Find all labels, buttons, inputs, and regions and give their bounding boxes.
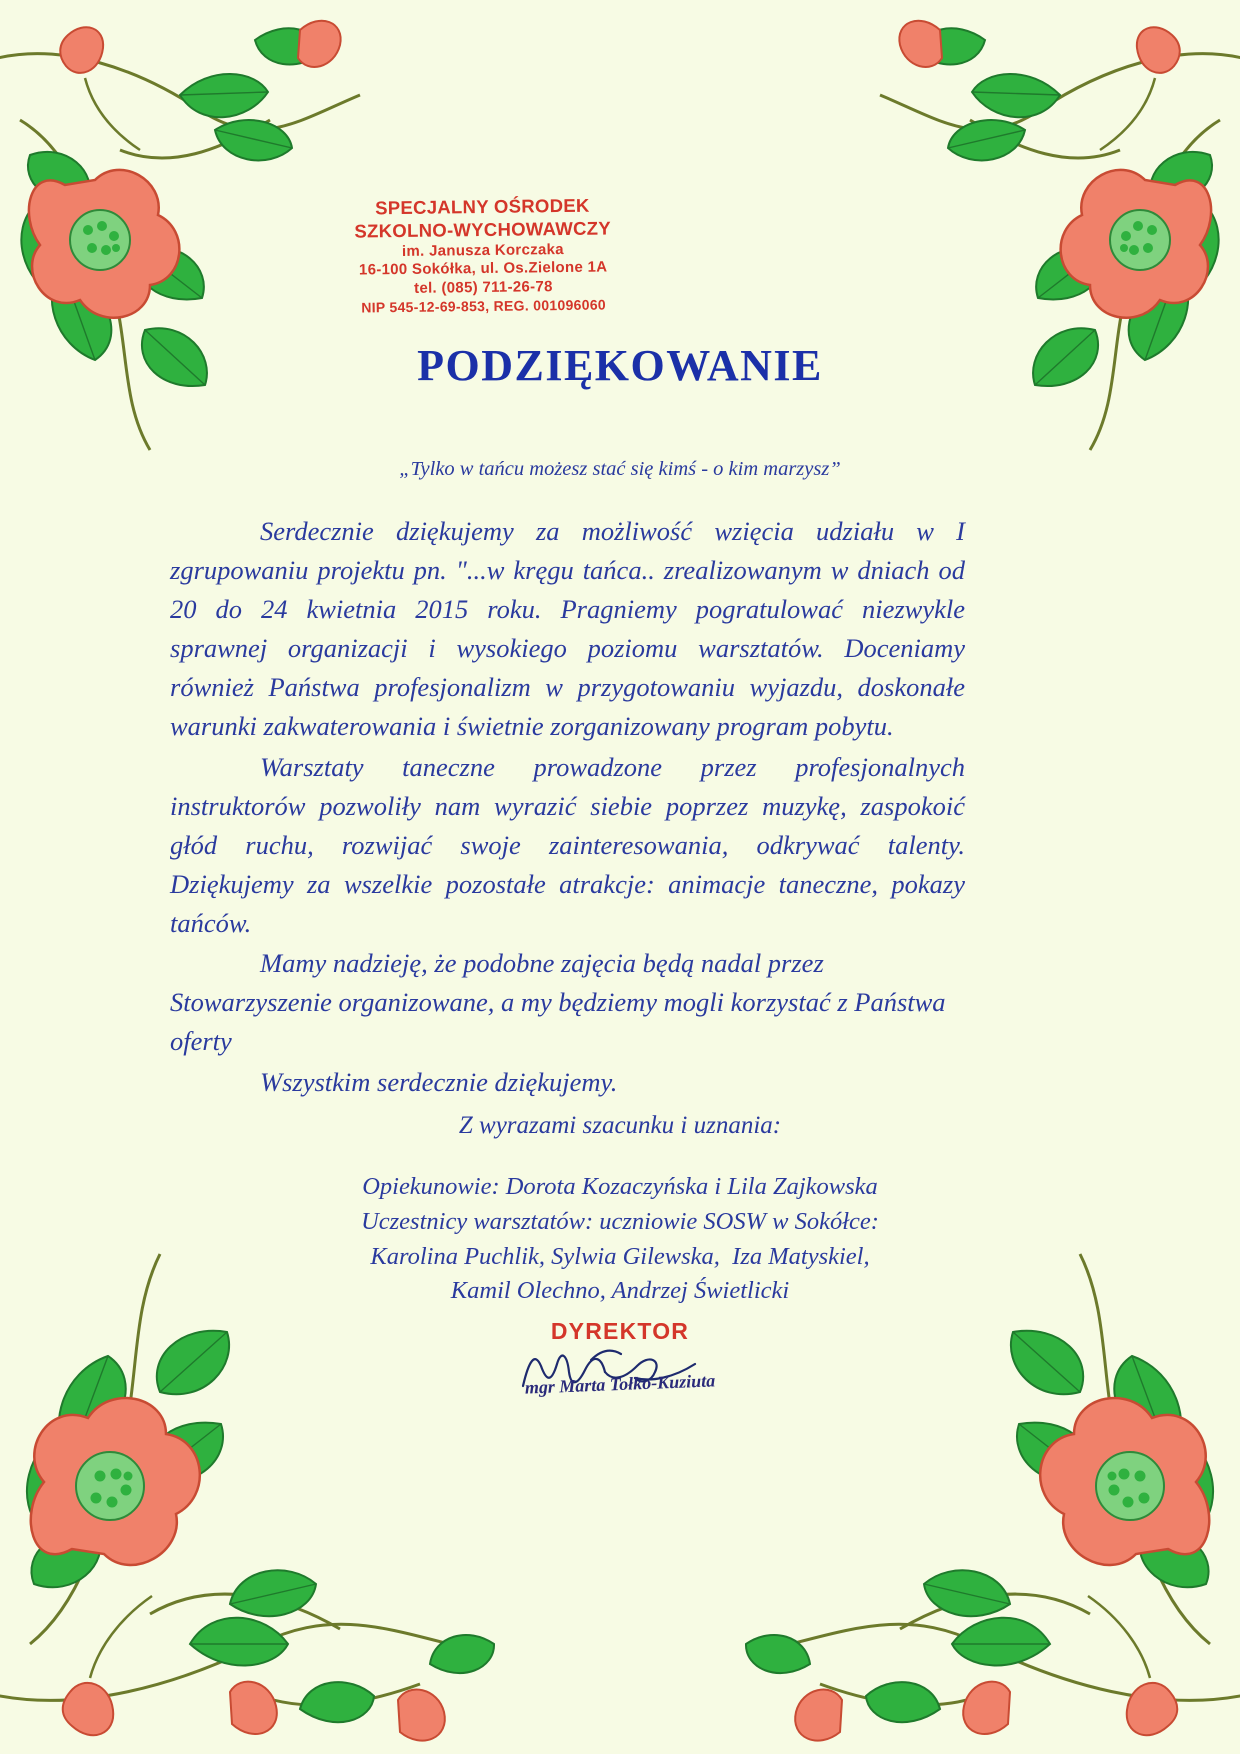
- letterhead-stamp: [247, 193, 718, 318]
- letterhead-line-1: SPECJALNY OŚRODEK: [375, 194, 590, 219]
- body-paragraph-3: Mamy nadzieję, że podobne zajęcia będą nadal przez Stowarzyszenie organizowane, a my będziemy mogli korzystać z Państwa oferty: [170, 948, 946, 1057]
- motto-quote: „Tylko w tańcu możesz stać się kimś - o kim marzysz”: [399, 458, 841, 480]
- director-label: DYREKTOR: [550, 1318, 690, 1344]
- closing-line: Z wyrazami szacunku i uznania:: [458, 1112, 782, 1139]
- signers-line-2: Uczestnicy warsztatów: uczniowie SOSW w Sokółce:: [361, 1207, 879, 1235]
- letterhead-line-4: 16-100 Sokółka, ul. Os.Zielone 1A: [358, 258, 608, 279]
- letterhead-line-5: tel. (085) 711-26-78: [413, 278, 553, 297]
- director-name: mgr Marta Tołko-Kuziuta: [524, 1370, 716, 1398]
- signers-block: [0, 1170, 1240, 1309]
- signers-line-4: Kamil Olechno, Andrzej Świetlicki: [450, 1277, 790, 1305]
- body-paragraph-2: Warsztaty taneczne prowadzone przez profesjonalnych instruktorów pozwoliły nam wyrazić siebie poprzez muzykę, zaspokoić głód ruchu, rozwijać swoje zainteresowania, odkrywać talenty. Dziękujemy za wszelkie pozostałe atrakcje: animacje taneczne, pokazy tańców.: [170, 751, 965, 938]
- floral-ornament-top-right: [820, 0, 1240, 520]
- signers-line-3: Karolina Puchlik, Sylwia Gilewska, Iza Matyskiel,: [370, 1242, 870, 1270]
- signers-line-1: Opiekunowie: Dorota Kozaczyńska i Lila Zajkowska: [362, 1173, 878, 1200]
- page-title: PODZIĘKOWANIE: [417, 341, 823, 390]
- body-paragraph-4: Wszystkim serdecznie dziękujemy.: [260, 1067, 618, 1098]
- letter-body: [170, 512, 965, 1104]
- letterhead-line-2: SZKOLNO-WYCHOWAWCZY: [354, 217, 612, 242]
- letterhead-line-6: NIP 545-12-69-853, REG. 001096060: [361, 296, 607, 316]
- body-paragraph-1: Serdecznie dziękujemy za możliwość wzięcia udziału w I zgrupowaniu projektu pn. "...w kręgu tańca.. zrealizowanym w dniach od 20 do 24 kwietnia 2015 roku. Pragniemy pogratulować niezwykle sprawnej organizacji i wysokiego poziomu warsztatów. Doceniamy również Państwa profesjonalizm w przygotowaniu wyjazdu, doskonałe warunki zakwaterowania i świetnie zorganizowany program pobytu.: [170, 516, 965, 741]
- letterhead-line-3: im. Janusza Korczaka: [401, 240, 564, 260]
